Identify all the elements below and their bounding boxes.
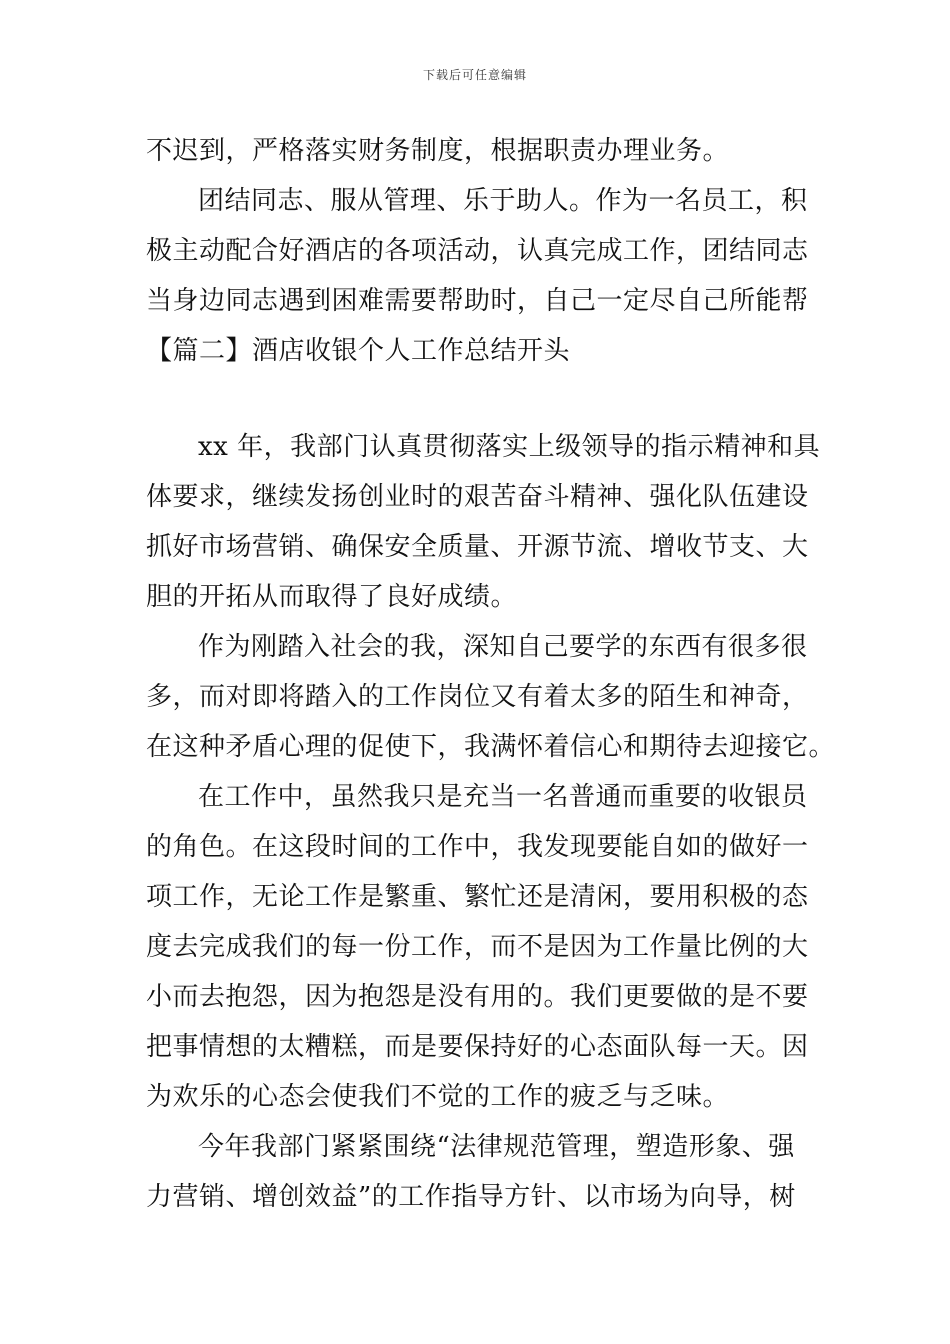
text-line: 极主动配合好酒店的各项活动，认真完成工作，团结同志 bbox=[146, 236, 809, 266]
text-line: 小而去抱怨，因为抱怨是没有用的。我们更要做的是不要 bbox=[146, 982, 809, 1012]
paragraph bbox=[146, 126, 810, 176]
paragraph bbox=[146, 772, 810, 1122]
text-line: 体要求，继续发扬创业时的艰苦奋斗精神、强化队伍建设 bbox=[146, 482, 809, 512]
page-header-note: 下载后可任意编辑 bbox=[422, 68, 527, 82]
text-line: 胆的开拓从而取得了良好成绩。 bbox=[146, 582, 518, 612]
paragraph bbox=[146, 422, 821, 622]
text-line: xx 年，我部门认真贯彻落实上级领导的指示精神和具 bbox=[198, 432, 821, 462]
text-line: 抓好市场营销、确保安全质量、开源节流、增收节支、大 bbox=[146, 532, 809, 562]
text-line: 项工作，无论工作是繁重、繁忙还是清闲，要用积极的态 bbox=[146, 882, 809, 912]
paragraph bbox=[146, 1122, 810, 1222]
section-heading bbox=[146, 326, 810, 376]
text-line: 当身边同志遇到困难需要帮助时，自己一定尽自己所能帮 bbox=[146, 286, 809, 316]
text-line: 在这种矛盾心理的促使下，我满怀着信心和期待去迎接它。 bbox=[146, 732, 836, 762]
text-line: 不迟到，严格落实财务制度，根据职责办理业务。 bbox=[146, 136, 730, 166]
text-line: 作为刚踏入社会的我，深知自己要学的东西有很多很 bbox=[198, 632, 808, 662]
text-line: 团结同志、服从管理、乐于助人。作为一名员工，积 bbox=[198, 186, 808, 216]
text-line: 今年我部门紧紧围绕“法律规范管理，塑造形象、强 bbox=[198, 1132, 795, 1162]
text-line: 在工作中，虽然我只是充当一名普通而重要的收银员 bbox=[198, 782, 808, 812]
paragraph bbox=[146, 622, 836, 772]
text-line: 多，而对即将踏入的工作岗位又有着太多的陌生和神奇， bbox=[146, 682, 809, 712]
text-line: 把事情想的太糟糕，而是要保持好的心态面队每一天。因 bbox=[146, 1032, 809, 1062]
document-body bbox=[146, 126, 836, 1222]
text-line: 力营销、增创效益”的工作指导方针、以市场为向导，树 bbox=[146, 1182, 796, 1212]
heading-text: 【篇二】酒店收银个人工作总结开头 bbox=[146, 336, 571, 366]
text-line: 度去完成我们的每一份工作，而不是因为工作量比例的大 bbox=[146, 932, 809, 962]
paragraph bbox=[146, 176, 810, 326]
text-line: 为欢乐的心态会使我们不觉的工作的疲乏与乏味。 bbox=[146, 1082, 730, 1112]
spacer bbox=[146, 376, 810, 422]
text-line: 的角色。在这段时间的工作中，我发现要能自如的做好一 bbox=[146, 832, 809, 862]
